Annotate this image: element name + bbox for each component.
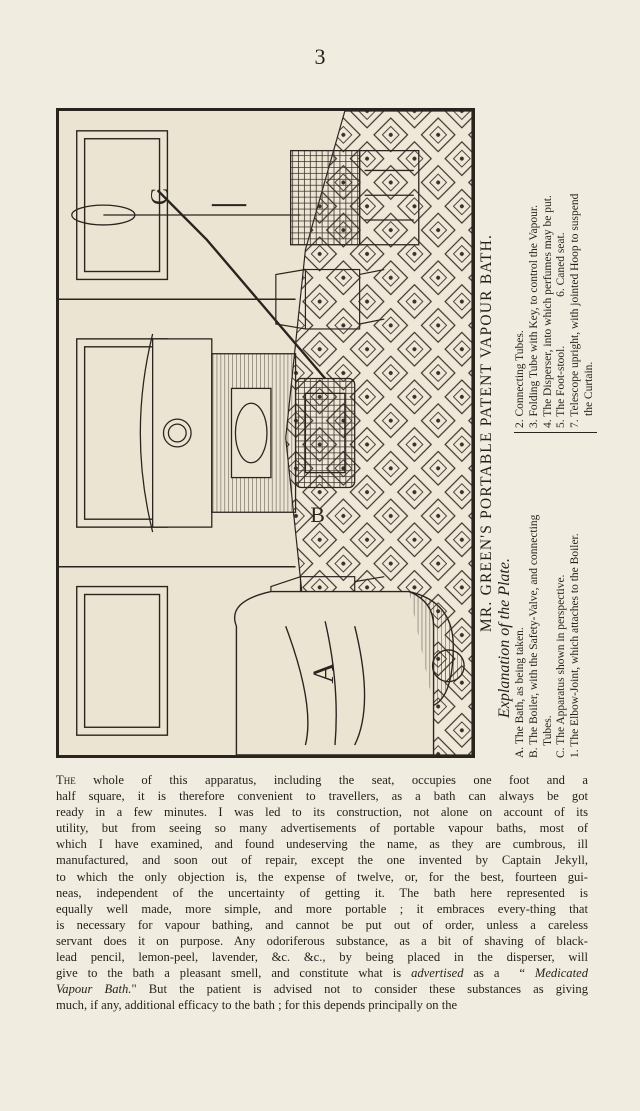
letter-c: C xyxy=(144,187,174,206)
caption-item: 2. Connecting Tubes. xyxy=(514,330,526,428)
text-line: Vapour Bath." But the patient is advised not to consider these substances as giving xyxy=(56,982,588,997)
text-line: is necessary for vapour bathing, and cannot be put out of order, unless a careless xyxy=(56,917,588,932)
caption-right-column xyxy=(514,108,597,433)
caption-item: 3. Folding Tube with Key, to control the Vapour. xyxy=(527,205,540,428)
text-line: equally well made, more simple, and more portable ; it embraces every-thing that xyxy=(56,901,588,916)
caption-item: 1. The Elbow-Joint, which attaches to the Boiler. xyxy=(569,533,582,758)
plate-title: MR. GREEN'S PORTABLE PATENT VAPOUR BATH. xyxy=(478,233,495,633)
text-line: neas, independent of the uncertainty of getting it. The bath here represented is xyxy=(56,885,588,900)
letter-a: A xyxy=(308,662,341,684)
text-line: lead pencil, lemon-peel, lavender, &c. &c., by being placed in the disperser, will xyxy=(56,950,588,965)
text-line: utility, but from seeing so many advertisements of portable vapour baths, most of xyxy=(56,821,588,836)
text-line: half square, it is therefore convenient to travellers, as a bath can always be got xyxy=(56,789,588,804)
text-line: ready in a few minutes. I was led to its construction, not alone on account of its xyxy=(56,805,588,820)
caption-item: 4. The Disperser, into which perfumes may be put. xyxy=(541,195,554,428)
svg-text:B: B xyxy=(310,503,325,528)
text-line: much, if any, additional efficacy to the bath ; for this depends principally on the xyxy=(56,998,458,1013)
caption-item: the Curtain. xyxy=(582,361,595,416)
text-line: which I have examined, and found undeserving the name, as they are cumbrous, ill xyxy=(56,837,588,852)
text-line: manufactured, and soon out of repair, except the one invented by Captain Jekyll, xyxy=(56,853,588,868)
text-line: give to the bath a pleasant smell, and constitute what is advertised as a “ Medicated xyxy=(56,966,588,981)
text-line: servant does it on purpose. Any odoriferous substance, as a bit of shaving of black- xyxy=(56,933,588,948)
caption-left-column xyxy=(514,433,597,758)
caption-item: C. The Apparatus shown in perspective. xyxy=(555,574,568,758)
caption-item: B. The Boiler, with the Safety-Valve, and connecting xyxy=(527,514,540,758)
text-line: to which the only objection is, the expense of twelve, or, for the best, fourteen gui- xyxy=(56,869,588,884)
explanation-heading: Explanation of the Plate. xyxy=(496,558,513,718)
plate xyxy=(56,108,595,758)
vapour-bath-engraving xyxy=(59,111,472,755)
caption-item: A. The Bath, as being taken. xyxy=(514,627,526,758)
text-line: The whole of this apparatus, including the seat, occupies one foot and a xyxy=(56,773,588,787)
page-number: 3 xyxy=(314,44,326,69)
caption-item: 5. The Foot-stool. 6. Caned seat. xyxy=(555,232,568,428)
caption-item: 7. Telescope upright, with jointed Hoop to suspend xyxy=(569,193,582,428)
caption-item: Tubes. xyxy=(541,715,554,746)
engraving-illustration xyxy=(56,108,475,758)
body-paragraph xyxy=(56,772,588,1013)
plate-caption xyxy=(478,108,595,758)
